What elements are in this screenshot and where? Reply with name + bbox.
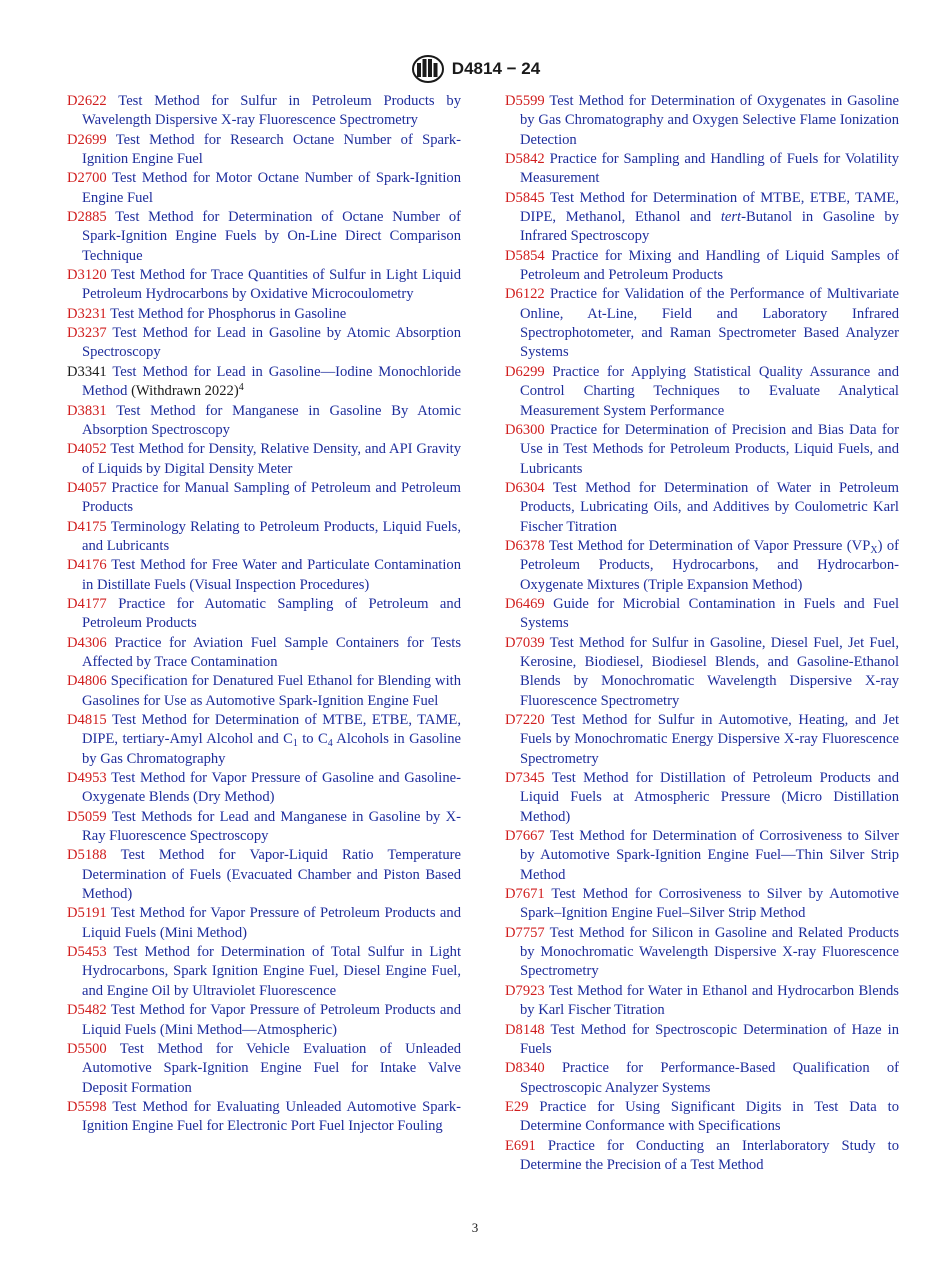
reference-title-link[interactable]: Practice for Performance-Based Qualification of Spectroscopic Analyzer Systems [520,1060,899,1096]
reference-code-link[interactable]: D5191 [67,905,107,922]
reference-title-link[interactable]: Test Method for Spectroscopic Determination of Haze in Fuels [520,1021,899,1057]
title-text: Test Method for Determination of MTBE, ETBE, TAME, DIPE, Methanol, Ethanol and [520,189,899,226]
reference-code-link[interactable]: D3120 [67,267,107,284]
reference-item [67,769,461,808]
reference-title-link[interactable]: Test Method for Lead in Gasoline—Iodine Monochloride Method [82,363,461,400]
reference-title-link[interactable]: Test Method for Research Octane Number of Spark-Ignition Engine Fuel [82,131,461,168]
reference-title-link[interactable]: Practice for Determination of Precision and Bias Data for Use in Test Methods for Petroleum Products, Liquid Fuels, and Lubricants [520,421,899,477]
reference-code-link[interactable]: D2622 [67,93,107,109]
reference-title-link[interactable]: Test Method for Manganese in Gasoline By Atomic Absorption Spectroscopy [82,402,461,438]
reference-title-link[interactable]: Test Method for Water in Ethanol and Hydrocarbon Blends by Karl Fischer Titration [520,982,899,1019]
reference-code-link[interactable]: D4052 [67,441,107,458]
reference-item [67,208,461,266]
reference-title-link[interactable]: Practice for Manual Sampling of Petroleum and Petroleum Products [82,479,461,516]
reference-code-link[interactable]: D3237 [67,325,107,342]
reference-code-link[interactable]: D7220 [505,712,545,728]
reference-code-link[interactable]: D2700 [67,170,107,187]
reference-code-link[interactable]: D7667 [505,828,545,845]
reference-title-link[interactable]: Test Method for Corrosiveness to Silver by Automotive Spark–Ignition Engine Fuel–Silver Strip Method [520,886,899,922]
reference-item [505,1098,899,1137]
reference-code-link[interactable]: D4057 [67,479,107,496]
reference-item [67,595,461,634]
reference-title-link[interactable]: Practice for Applying Statistical Quality Assurance and Control Charting Techniques to Evaluate Analytical Measurement System Performance [520,363,899,419]
reference-item [67,92,461,131]
reference-item [67,808,461,847]
reference-code-link[interactable]: D5482 [67,1002,107,1019]
reference-title-link[interactable]: Test Method for Sulfur in Automotive, Heating, and Jet Fuels by Monochromatic Energy Dispersive X-ray Fluorescence Spectrometry [520,712,899,767]
reference-code-link[interactable]: D6299 [505,363,545,380]
reference-title-link[interactable]: Test Method for Vehicle Evaluation of Unleaded Automotive Spark-Ignition Engine Fuel for Intake Valve Deposit Formation [82,1040,462,1096]
reference-item [67,943,461,1001]
reference-code-link[interactable]: D7671 [505,886,545,903]
reference-title-link[interactable]: Test Method for Determination of Octane Number of Spark-Ignition Engine Fuels by On-Line Direct Comparison Technique [82,209,462,264]
reference-title-link[interactable]: Guide for Microbial Contamination in Fuels and Fuel Systems [520,595,899,632]
right-reference-column [505,92,899,1175]
reference-title-link[interactable]: Test Method for Determination of Corrosiveness to Silver by Automotive Spark-Ignition Engine Fuel—Thin Silver Strip Method [520,828,899,883]
reference-item [505,189,899,247]
reference-code-link[interactable]: D2885 [67,209,107,226]
reference-code-link[interactable]: D5599 [505,93,545,109]
reference-item [505,247,899,286]
reference-title-link[interactable]: Practice for Aviation Fuel Sample Containers for Tests Affected by Trace Contamination [82,634,461,670]
reference-title-link[interactable]: Test Method for Vapor Pressure of Gasoline and Gasoline-Oxygenate Blends (Dry Method) [82,770,461,806]
reference-title-link[interactable]: Test Method for Silicon in Gasoline and Related Products by Monochromatic Wavelength Dispersive X-ray Fluorescence Spectrometry [520,924,900,980]
reference-code-link[interactable]: D5500 [67,1040,107,1057]
italic-text: tert [720,209,742,226]
reference-title-link[interactable]: Terminology Relating to Petroleum Products, Liquid Fuels, and Lubricants [82,518,462,554]
reference-title-link[interactable]: Specification for Denatured Fuel Ethanol for Blending with Gasolines for Use as Automotive Spark-Ignition Engine Fuel [82,673,461,709]
reference-code-link[interactable]: D5842 [505,151,545,168]
reference-item [67,1040,461,1098]
reference-item [67,672,461,711]
reference-item [67,169,461,208]
reference-item [67,440,461,479]
reference-item [67,131,461,170]
reference-item [505,421,899,479]
reference-code-link[interactable]: D5845 [505,189,545,206]
reference-code-link[interactable]: D7345 [505,770,545,787]
reference-code-link[interactable]: D6469 [505,595,545,612]
title-text: ) of Petroleum Products, Hydrocarbons, and Hydrocarbon-Oxygenate Mixtures (Triple Expansion Method) [520,537,899,593]
reference-code-link[interactable]: E691 [505,1137,536,1154]
reference-item [67,324,461,363]
left-reference-column [67,92,461,1137]
reference-code-link[interactable]: D3231 [67,305,107,322]
reference-code-link[interactable]: D6300 [505,421,545,438]
reference-code-link[interactable]: D7039 [505,634,545,651]
reference-code-link[interactable]: D5453 [67,944,107,961]
reference-item [505,1059,899,1098]
reference-item [505,885,899,924]
reference-code-link[interactable]: D4953 [67,770,107,787]
reference-title-link[interactable]: Test Method for Sulfur in Petroleum Products by Wavelength Dispersive X-ray Fluorescence Spectrometry [82,93,461,129]
title-text: Alcohols in Gasoline by Gas Chromatography [82,731,461,767]
reference-title-link[interactable]: Test Method for Free Water and Particulate Contamination in Distillate Fuels (Visual Inspection Procedures) [82,557,462,593]
reference-code-link[interactable]: D7923 [505,982,545,999]
withdrawn-note: (Withdrawn 2022) [131,383,239,400]
reference-title-link[interactable]: Test Method for Vapor Pressure of Petroleum Products and Liquid Fuels (Mini Method) [82,905,461,941]
reference-title-link[interactable] [520,190,899,245]
subscript: 1 [292,738,298,750]
reference-code-link[interactable]: D5854 [505,247,545,264]
reference-code-link[interactable]: D4175 [67,518,107,535]
title-text: Test Method for Determination of Vapor Pressure (VP [548,537,871,554]
reference-code-link[interactable]: D4815 [67,712,107,728]
reference-code-link[interactable]: D6378 [505,537,545,554]
reference-title-link[interactable]: Practice for Sampling and Handling of Fuels for Volatility Measurement [520,151,899,187]
astm-logo-icon [410,54,446,84]
reference-item [67,634,461,673]
reference-title-link[interactable]: Practice for Using Significant Digits in Test Data to Determine Conformance with Specifications [520,1098,899,1135]
title-text: -Butanol in Gasoline by Infrared Spectroscopy [520,209,899,245]
reference-item [505,924,899,982]
reference-title-link[interactable]: Test Method for Density, Relative Density, and API Gravity of Liquids by Digital Density Meter [82,441,461,477]
reference-title-link[interactable]: Practice for Validation of the Performance of Multivariate Online, At-Line, Field and Laboratory Infrared Spectrophotometer, and Raman Spectrometer Based Analyzer Systems [520,286,899,361]
reference-item [505,285,899,362]
reference-title-link[interactable] [520,538,899,593]
reference-item [505,150,899,189]
reference-title-link[interactable]: Test Method for Evaluating Unleaded Automotive Spark-Ignition Engine Fuel for Electronic Port Fuel Injector Fouling [82,1098,461,1135]
reference-title-link[interactable]: Practice for Conducting an Interlaboratory Study to Determine the Precision of a Test Method [520,1137,899,1173]
reference-code-link[interactable]: D2699 [67,131,107,148]
reference-item [67,556,461,595]
reference-item [67,479,461,518]
reference-item [67,1001,461,1040]
reference-item [67,402,461,441]
reference-item [67,1098,461,1137]
reference-code-link[interactable]: D3831 [67,402,107,419]
reference-code-link[interactable]: D4806 [67,673,107,690]
reference-title-link[interactable]: Test Method for Determination of Water in Petroleum Products, Lubricating Oils, and Additives by Coulometric Karl Fischer Titration [520,479,900,535]
reference-code-link[interactable]: D6122 [505,286,545,303]
reference-item [67,305,461,324]
reference-item [505,769,899,827]
reference-code-link[interactable]: D4306 [67,634,107,651]
title-text: to C [297,731,328,748]
reference-title-link[interactable] [82,712,461,767]
page-header [0,54,950,84]
reference-item [505,982,899,1021]
reference-code-link[interactable]: D4177 [67,595,107,612]
reference-code: D3341 [67,363,107,380]
reference-code-link[interactable]: D5188 [67,847,107,864]
reference-code-link[interactable]: D7757 [505,924,545,941]
subscript: 4 [327,738,333,750]
reference-item [505,634,899,711]
reference-title-link[interactable]: Test Methods for Lead and Manganese in Gasoline by X-Ray Fluorescence Spectroscopy [82,808,461,845]
reference-title-link[interactable]: Test Method for Vapor-Liquid Ratio Temperature Determination of Fuels (Evacuated Chamber and Piston Based Method) [82,847,461,903]
reference-item [67,904,461,943]
reference-item [505,1021,899,1060]
reference-item [67,518,461,557]
page-number: 3 [471,1220,479,1235]
reference-item [67,711,461,769]
reference-item-withdrawn [67,363,461,402]
reference-title-link[interactable]: Test Method for Distillation of Petroleum Products and Liquid Fuels at Atmospheric Pressure (Micro Distillation Method) [520,770,899,825]
reference-code-link[interactable]: D5059 [67,808,107,825]
reference-item [67,266,461,305]
reference-item [505,595,899,634]
title-text: Test Method for Determination of MTBE, ETBE, TAME, DIPE, tertiary-Amyl Alcohol and C [82,712,461,748]
subscript: X [870,544,878,556]
reference-item [505,363,899,421]
reference-title-link[interactable]: Test Method for Trace Quantities of Sulfur in Light Liquid Petroleum Hydrocarbons by Oxidative Microcoulometry [82,267,462,303]
reference-code-link[interactable]: D8148 [505,1021,545,1038]
reference-code-link[interactable]: D5598 [67,1098,107,1115]
reference-title-link[interactable]: Test Method for Vapor Pressure of Petroleum Products and Liquid Fuels (Mini Method—Atmospheric) [82,1002,461,1038]
reference-item [505,1137,899,1176]
reference-title-link[interactable]: Test Method for Motor Octane Number of Spark-Ignition Engine Fuel [82,170,461,206]
reference-item [505,537,899,595]
reference-item [505,479,899,537]
reference-code-link[interactable]: D4176 [67,557,107,574]
reference-title-link[interactable]: Test Method for Determination of Oxygenates in Gasoline by Gas Chromatography and Oxygen Selective Flame Ionization Detection [520,93,899,148]
reference-title-link[interactable]: Test Method for Phosphorus in Gasoline [110,305,347,322]
reference-title-link[interactable]: Practice for Automatic Sampling of Petroleum and Petroleum Products [82,595,462,632]
reference-title-link[interactable]: Practice for Mixing and Handling of Liquid Samples of Petroleum and Petroleum Products [520,247,899,284]
reference-item [505,711,899,769]
reference-item [67,846,461,904]
reference-code-link[interactable]: E29 [505,1098,529,1115]
reference-title-link[interactable]: Test Method for Sulfur in Gasoline, Diesel Fuel, Jet Fuel, Kerosine, Biodiesel, Biodiesel Blends, and Gasoline-Ethanol Blends by Monochromatic Wavelength Dispersive X-ray Fluorescence Spectrometry [520,634,899,709]
reference-code-link[interactable]: D8340 [505,1060,545,1077]
reference-title-link[interactable]: Test Method for Determination of Total Sulfur in Light Hydrocarbons, Spark Ignition Engine Fuel, Diesel Engine Fuel, and Engine Oil by Ultraviolet Fluorescence [82,944,461,999]
reference-title-link[interactable]: Test Method for Lead in Gasoline by Atomic Absorption Spectroscopy [82,325,461,361]
reference-code-link[interactable]: D6304 [505,479,545,496]
document-number: D4814 − 24 [451,59,541,78]
reference-item [505,92,899,150]
reference-item [505,827,899,885]
footnote-marker: 4 [238,382,244,394]
